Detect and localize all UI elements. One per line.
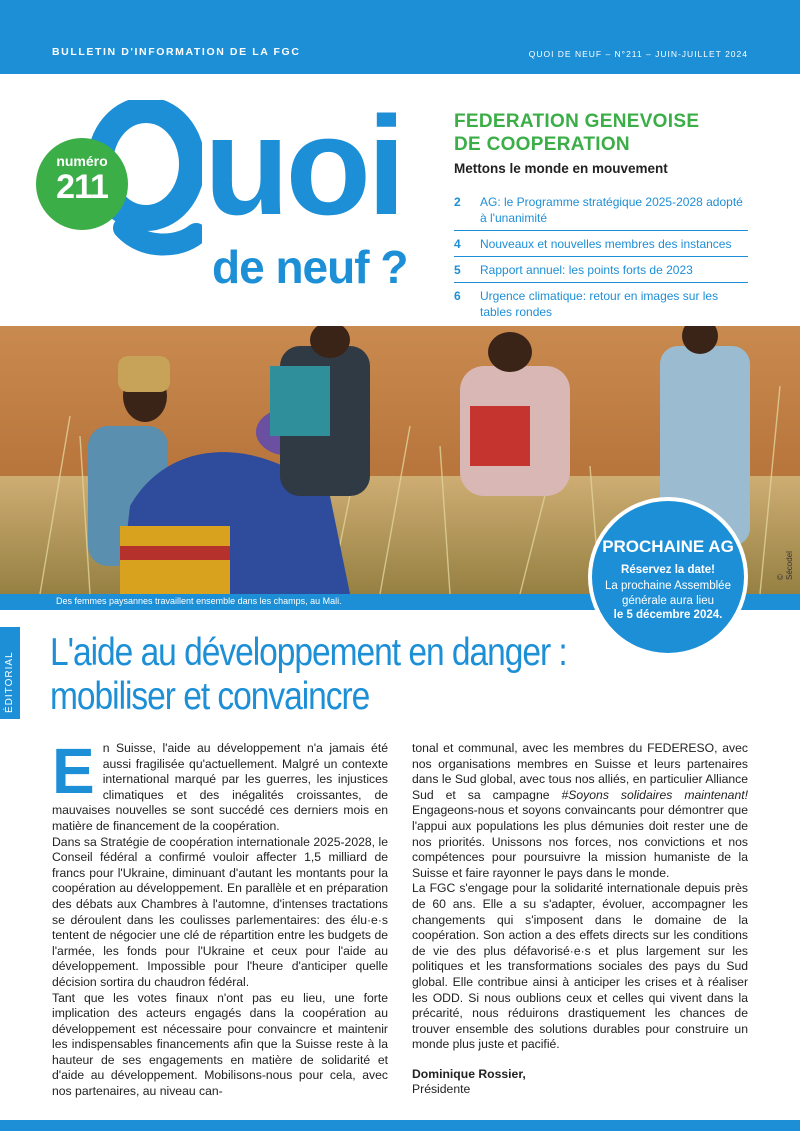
paragraph: La FGC s'engage pour la solidarité internationale depuis près de 60 ans. Elle a su s'adapter, évoluer, accompagner les changements qui s'imposent dans le domaine de la coopération. Son action a des effets directs sur les conditions de vie des plus défavorisé·e·s et plus largement sur les politiques et les transformations sociales des pays du Sud global. Elle contribue ainsi à anticiper les crises et à réaliser les ODD. Si nous oublions ceux et celles qui vivent dans la précarité, nous réduirons drastiquement les chances de trouver ensemble des solutions durables pour construire un monde plus juste et pacifié. [412, 881, 748, 1052]
drop-cap: E [52, 735, 95, 807]
paragraph-text: Engageons-nous et soyons convaincants pour démontrer que l'appui aux populations les plus démunies doit rester une de nos priorités. Unissons nos forces, nos convictions et nos compétences pour poursuivre la mission humaniste de la Suisse et faire rayonner le pays dans le monde. [412, 803, 748, 880]
article-column-2 [412, 741, 748, 1098]
issue-number-badge [36, 138, 128, 230]
toc-title: AG: le Programme stratégique 2025-2028 adopté à l'unanimité [480, 195, 743, 225]
badge-number: 211 [56, 168, 108, 206]
toc-title: Nouveaux et nouvelles membres des instances [480, 237, 732, 251]
toc-page: 5 [454, 263, 461, 277]
tagline: Mettons le monde en mouvement [454, 161, 668, 176]
toc-title: Urgence climatique: retour en images sur les tables rondes [480, 289, 719, 319]
issue-info: QUOI DE NEUF – N°211 – JUIN-JUILLET 2024 [528, 49, 748, 59]
paragraph-text: n Suisse, l'aide au développement n'a jamais été aussi fragilisée qu'actuellement. Malgré un contexte international marqué par les guerres, les injustices climatiques et des inégalités croissantes, de mauvaises nouvelles se sont succédé ces derniers mois en matière de financement de la coopération. [52, 741, 388, 833]
toc-item[interactable] [454, 192, 748, 231]
badge-label: numéro [56, 153, 108, 169]
ag-date: le 5 décembre 2024. [613, 609, 723, 621]
toc-item[interactable] [454, 286, 748, 324]
table-of-contents [454, 192, 748, 327]
paragraph [412, 741, 748, 881]
section-tab-label: ÉDITORIAL [4, 651, 15, 713]
top-banner [0, 0, 800, 74]
toc-page: 4 [454, 237, 461, 251]
section-tab [0, 627, 20, 719]
paragraph-text: tonal et communal, avec les membres du FEDERESO, avec nos organisations membres en Suisse et leurs partenaires dans le Sud global, avec tous nos alliés, en particulier Alliance Sud et sa campagne [412, 741, 748, 802]
signature-name-text: Dominique Rossier [412, 1066, 523, 1081]
toc-page: 2 [454, 195, 461, 209]
org-name-line1: FEDERATION GENEVOISE [454, 111, 700, 132]
article-column-1 [52, 735, 388, 1100]
photo-credit: © Sécodel [776, 551, 794, 580]
paragraph: Dans sa Stratégie de coopération internationale 2025-2028, le Conseil fédéral a confirmé vouloir affecter 1,5 milliard de francs pour l'Ukraine, diminuant d'autant les montants pour la coopération au développement. En parallèle et en préparation des débats aux Chambres à l'automne, d'intenses tractations se déroulent dans les coulisses parlementaires: des élu·e·s tentent de négocier une clé de répartition entre les budgets de l'armée, les fonds pour l'Ukraine et ceux pour l'aide au développement. Impossible pour l'heure d'anticiper quelle décision sortira du chaudron fédéral. [52, 834, 388, 989]
signature-role: Présidente [412, 1082, 471, 1097]
ag-text: La prochaine Assemblée générale aura lieu [605, 580, 731, 607]
logo-title: uoi [204, 87, 402, 244]
bottom-bar [0, 1120, 800, 1131]
article-headline [50, 631, 567, 719]
campaign-name: #Soyons solidaires maintenant! [561, 787, 748, 802]
toc-item[interactable] [454, 260, 748, 283]
photo-caption: Des femmes paysannes travaillent ensemble dans les champs, au Mali. [56, 596, 342, 606]
next-ag-badge [588, 497, 748, 657]
toc-item[interactable] [454, 234, 748, 257]
paragraph [52, 735, 388, 835]
headline-line2: mobiliser et convaincre [50, 675, 370, 718]
bulletin-label: BULLETIN D'INFORMATION DE LA FGC [52, 46, 301, 58]
toc-page: 6 [454, 289, 461, 303]
toc-title: Rapport annuel: les points forts de 2023 [480, 263, 693, 277]
org-name-line2: DE COOPERATION [454, 134, 630, 155]
paragraph: Tant que les votes finaux n'ont pas eu lieu, une forte implication des acteurs engagés dans la coopération au développement est nécessaire pour convaincre et maintenir les indispensables financements afin que la Suisse reste à la hauteur de ses engagements en matière de solidarité et d'aide au développement. Mobilisons-nous pour cela, avec nos partenaires, au niveau can- [52, 990, 388, 1099]
headline-line1: L'aide au développement en danger : [50, 631, 567, 674]
ag-title: PROCHAINE AG [602, 537, 734, 556]
organization-name [454, 110, 699, 156]
logo-q-text: Q [84, 100, 85, 101]
ag-subtitle: Réservez la date! [621, 564, 715, 576]
logo-subtitle: de neuf ? [212, 241, 408, 293]
signature-name: Dominique Rossier, [412, 1066, 526, 1081]
